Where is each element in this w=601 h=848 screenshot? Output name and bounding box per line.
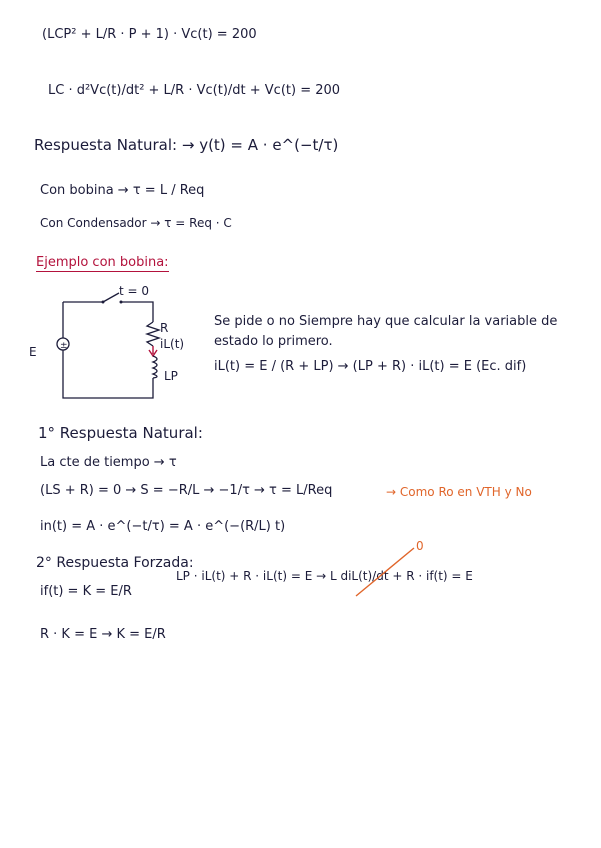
state-variable-note <box>214 312 584 352</box>
inductor-label: LP <box>164 369 178 383</box>
orange-note-text: Como Ro en VTH y No <box>399 485 532 499</box>
equation-2: LC · d²Vc(t)/dt² + L/R · Vc(t)/dt + Vc(t) = 200 <box>48 83 341 98</box>
svg-text:±: ± <box>60 341 68 351</box>
example-title: Ejemplo con bobina: <box>36 255 169 270</box>
orange-note <box>386 486 532 498</box>
natural-response-heading: Respuesta Natural: → y(t) = A · e^(−t/τ) <box>34 136 339 154</box>
resistor-icon <box>147 322 159 346</box>
switch-label: t = 0 <box>119 284 150 298</box>
current-arrow-icon <box>149 346 157 356</box>
inductor-icon <box>153 356 157 378</box>
step2-title: 2° Respuesta Forzada: <box>36 555 194 571</box>
natural-current-equation: in(t) = A · e^(−t/τ) = A · e^(−(R/L) t) <box>40 519 286 534</box>
step1-title: 1° Respuesta Natural: <box>38 424 203 442</box>
rk-equation: R · K = E → K = E/R <box>40 627 166 642</box>
forced-current-equation: if(t) = K = E/R <box>40 584 132 599</box>
capacitor-time-constant: Con Condensador → τ = Req · C <box>40 216 232 230</box>
resistor-label: R <box>160 321 169 335</box>
lp-equation: LP · iL(t) + R · iL(t) = E → L diL(t)/dt + R · if(t) = E <box>176 569 473 583</box>
characteristic-polynomial: (LS + R) = 0 → S = −R/L → −1/τ → τ = L/Req <box>40 483 333 498</box>
equation-1: (LCP² + L/R · P + 1) · Vc(t) = 200 <box>42 27 257 42</box>
circuit-wire <box>63 302 153 398</box>
orange-arrow-icon: → <box>386 485 400 499</box>
coil-time-constant: Con bobina → τ = L / Req <box>40 183 205 198</box>
current-label: iL(t) <box>160 337 185 351</box>
note-text: Se pide o no Siempre hay que calcular la variable de estado lo primero. <box>214 314 558 349</box>
source-label: E <box>29 345 37 359</box>
crossed-zero-label: 0 <box>416 539 424 553</box>
circuit-diagram <box>25 282 165 412</box>
il-equation: iL(t) = E / (R + LP) → (LP + R) · iL(t) = E (Ec. dif) <box>214 359 527 374</box>
time-constant-line: La cte de tiempo → τ <box>40 455 177 470</box>
switch-icon <box>103 293 119 302</box>
